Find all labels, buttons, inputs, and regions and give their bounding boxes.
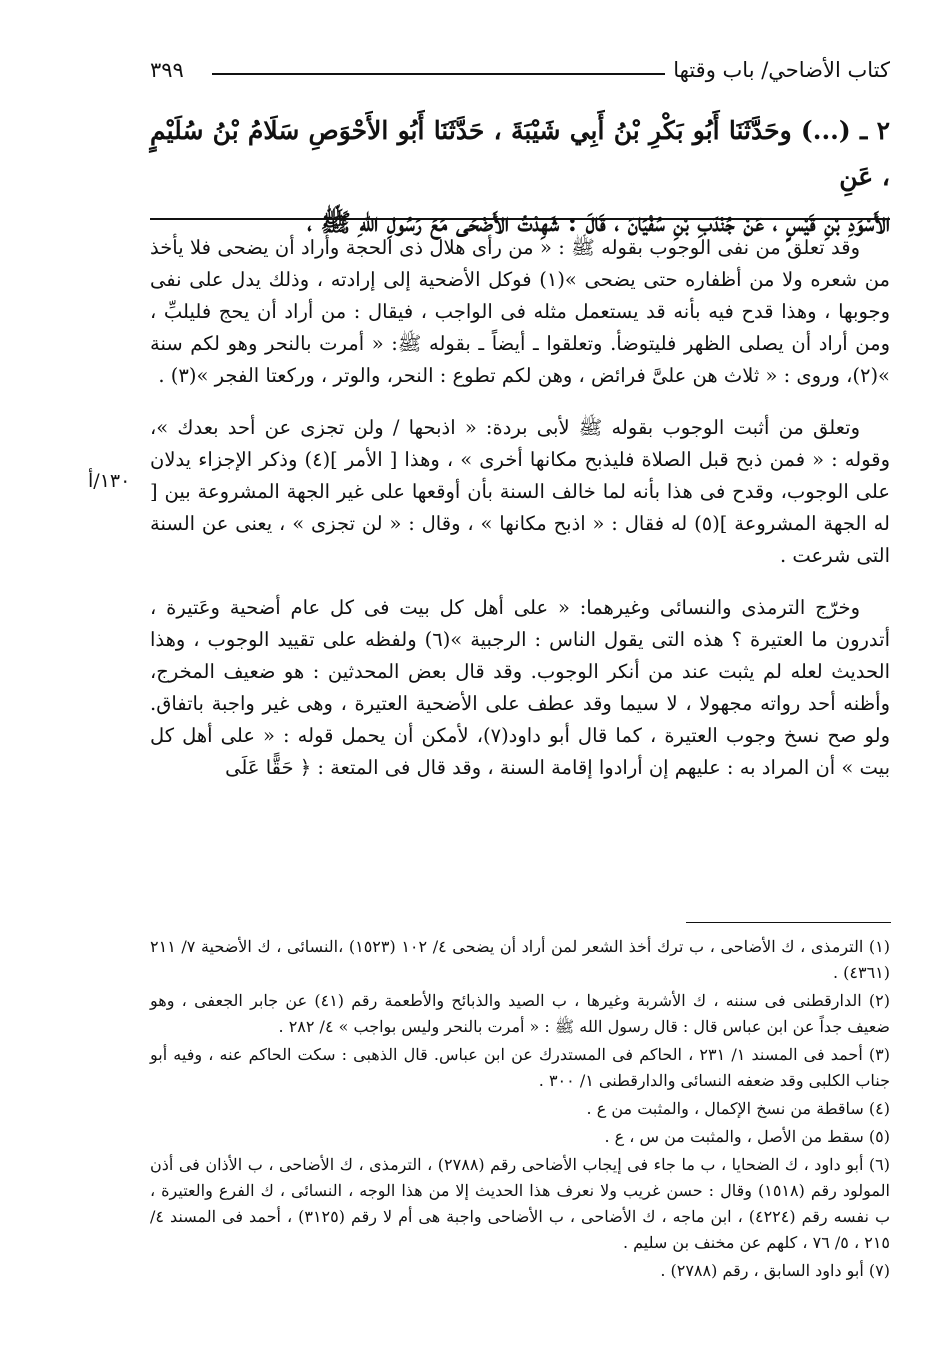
paragraph: وقد تعلق من نفى الوجوب بقوله ﷺ : « من رأى هلال ذى الحجة وأراد أن يضحى فلا يأخذ من شعره ولا من أظفاره حتى يضحى »(١) فوكل الأضحية إلى إرادته ، وذلك يدل على نفى وجوبها ، وهذا قدح فيه بأنه قد يستعمل مثله فى الواجب ، فيقال : من أراد أن يحج فليلبِّ ، ومن أراد أن يصلى الظهر فليتوضأ. وتعلقوا ـ أيضاً ـ بقوله ﷺ: « أمرت بالنحر وهو لكم سنة »(٢)، وروى : « ثلاث هن علىَّ فرائض ، وهن لكم تطوع : النحر، والوتر ، وركعتا الفجر »(٣) . — [150, 236, 890, 387]
footnote: (٦) أبو داود ، ك الضحايا ، ب ما جاء فى إيجاب الأضاحى رقم (٢٧٨٨) ، الترمذى ، ك الأضاحى ، ب الأذان فى أذن المولود رقم (١٥١٨) وقال : حسن غريب ولا نعرف هذا الحديث إلا من هذا الوجه ، النسائى ، ك الفرع والعتيرة ، ب نفسه رقم (٤٢٢٤) ، ابن ماجه ، ك الأضاحى ، ب الأضاحى واجبة هى أم لا رقم (٣١٢٥) ، أحمد فى المسند ٤/ ٢١٥ ، ٥/ ٧٦ ، كلهم عن مخنف بن سليم . — [150, 1155, 891, 1252]
footnote: (٧) أبو داود السابق ، رقم (٢٧٨٨) . — [660, 1261, 890, 1280]
footnote: (٤) ساقطة من نسخ الإكمال ، والمثبت من ع . — [586, 1099, 890, 1118]
chapter-title: كتاب الأضاحي/ باب وقتها — [673, 58, 890, 82]
footnote: (١) الترمذى ، ك الأضاحى ، ب ترك أخذ الشعر لمن أراد أن يضحى ٤/ ١٠٢ (١٥٢٣) ،النسائى ، ك الأضحية ٧/ ٢١١ (٤٣٦١) . — [150, 937, 891, 982]
paragraph: وخرّج الترمذى والنسائى وغيرهما: « على أهل كل بيت فى كل عام أضحية وعَتيرة ، أتدرون ما العتيرة ؟ هذه التى يقول الناس : الرجبية »(٦) ولفظه على تقييد الوجوب ، وهذا الحديث لعله لم يثبت عند من أنكر الوجوب. وقد قال بعض المحدثين : هو ضعيف المخرج، وأظنه أحد رواته مجهولا ، لا سيما وقد عطف على الأضحية العتيرة ، وهى غير واجبة باتفاق. ولو صح نسخ وجوب العتيرة ، كما قال أبو داود(٧)، لأمكن أن يحمل قوله : « على أهل كل بيت » أن المراد به : عليهم إن أرادوا إقامة السنة ، وقد قال فى المتعة : ﴿ حَقًّا عَلَى — [150, 596, 890, 779]
footnote-rule — [686, 922, 891, 923]
header-rule — [212, 73, 665, 75]
hadith-text — [150, 108, 890, 246]
commentary-body — [150, 232, 890, 804]
paragraph: وتعلق من أثبت الوجوب بقوله ﷺ لأبى بردة: « اذبحها / ولن تجزى عن أحد بعدك »، وقوله : « فمن ذبح قبل الصلاة فليذبح مكانها أخرى » ، وهذا [ الأمر ](٤) وذكر الإجزاء يدلان على الوجوب، وقدح فى هذا بأنه لما خالف السنة بأن أوقعها على غير الجهة المشروعة بين [ له الجهة المشروعة ](٥) له فقال : « اذبح مكانها » ، وقال : « لن تجزى » ، يعنى عن السنة التى شرعت . — [150, 416, 891, 567]
commentary-separator — [150, 218, 890, 220]
hadith-line-1: ٢ ـ (...) وحَدَّثَنَا أَبُو بَكْرِ بْنُ أَبِي شَيْبَةَ ، حَدَّثَنَا أَبُو الأَحْوَصِ سَلَامُ بْنُ سُلَيْمٍ ، عَنِ — [150, 116, 890, 191]
page-number: ٣٩٩ — [150, 58, 184, 82]
footnote: (٥) سقط من الأصل ، والمثبت من س ، ع . — [604, 1127, 890, 1146]
footnote: (٢) الدارقطنى فى سننه ، ك الأشربة وغيرها ، ب الصيد والذبائح والأطعمة رقم (٤١) عن جابر الجعفى ، وهو ضعيف جداً عن ابن عباس قال : قال رسول الله ﷺ : « أمرت بالنحر وليس بواجب » ٤/ ٢٨٢ . — [150, 991, 890, 1036]
margin-folio-note: ١٣٠/أ — [88, 470, 131, 492]
footnote: (٣) أحمد فى المسند ١/ ٢٣١ ، الحاكم فى المستدرك عن ابن عباس. قال الذهبى : سكت الحاكم عنه ، وفيه أبو جناب الكلبى وقد ضعفه النسائى والدارقطنى ١/ ٣٠٠ . — [150, 1045, 890, 1090]
running-header — [150, 58, 890, 88]
footnotes — [150, 934, 890, 1286]
hadith-line-2: الأَسْوَدِ بْنِ قَيْسٍ ، عَنْ جُنْدَبِ بْنِ سُفْيَانَ ، قَالَ : شَهِدْتُ الأَضْحَى مَعَ رَسُولِ اللهِ ﷺ ، — [307, 208, 890, 237]
